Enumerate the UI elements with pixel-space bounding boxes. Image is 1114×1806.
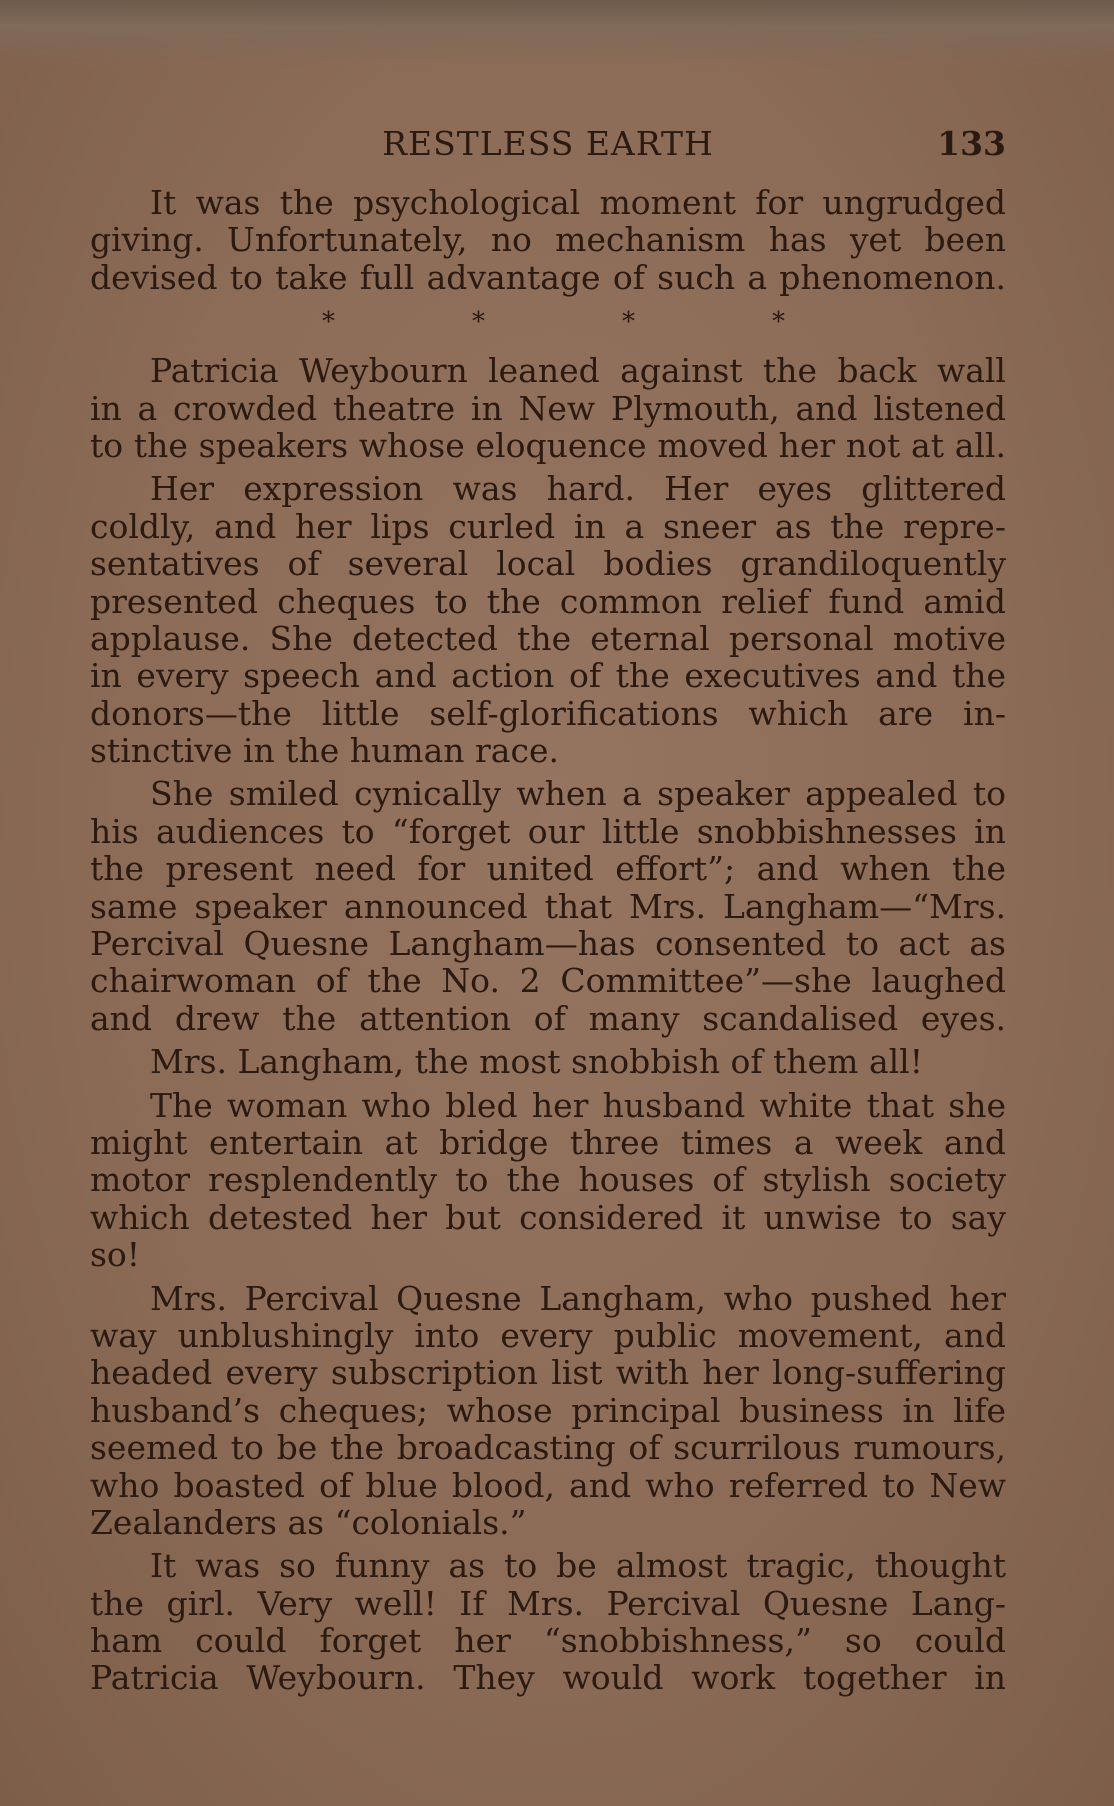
text-line: devised to take full advantage of such a phenomenon. [90, 257, 1006, 297]
page-number: 133 [937, 124, 1006, 163]
text-line: husband’s cheques; whose principal business in life [90, 1390, 1006, 1430]
text-line: the present need for united effort”; and when the [90, 849, 1006, 889]
text-line: who boasted of blue blood, and who referred to New [90, 1465, 1006, 1505]
text-line: same speaker announced that Mrs. Langham—“Mrs. [90, 886, 1006, 926]
text-line: seemed to be the broadcasting of scurrilous rumours, [90, 1428, 1006, 1468]
text-line: Patricia Weybourn. They would work together in [90, 1658, 1006, 1698]
text-line: his audiences to “forget our little snobbishnesses in [90, 811, 1006, 851]
text-line: presented cheques to the common relief fund amid [90, 581, 1006, 621]
asterisk: * [322, 307, 335, 338]
asterisk: * [472, 307, 485, 338]
text-line: It was so funny as to be almost tragic, thought [150, 1546, 1006, 1586]
text-line: Mrs. Percival Quesne Langham, who pushed her [150, 1278, 1006, 1318]
page-top-edge [0, 0, 1114, 70]
paragraph [90, 1547, 1006, 1697]
asterisk: * [772, 307, 785, 338]
text-line: It was the psychological moment for ungrudged [150, 183, 1006, 222]
paragraph [90, 184, 1006, 296]
text-line: in every speech and action of the executives and the [90, 656, 1006, 696]
text-line: Percival Quesne Langham—has consented to act as [90, 924, 1006, 964]
paragraph [90, 1087, 1006, 1274]
paragraph [90, 470, 1006, 769]
text-line: sentatives of several local bodies grandiloquently [90, 544, 1006, 584]
text-line: and drew the attention of many scandalised eyes. [90, 998, 1006, 1038]
text-line: She smiled cynically when a speaker appealed to [150, 774, 1006, 814]
paragraph [90, 775, 1006, 1037]
text-line: chairwoman of the No. 2 Committee”—she laughed [90, 961, 1006, 1001]
text-line: ham could forget her “snobbishness,” so could [90, 1621, 1006, 1661]
text-line: the girl. Very well! If Mrs. Percival Quesne Lang- [90, 1583, 1006, 1623]
paragraph [90, 352, 1006, 464]
running-title: RESTLESS EARTH [382, 124, 714, 163]
text-line: donors—the little self-glorifications which are in- [90, 693, 1006, 733]
text-line: coldly, and her lips curled in a sneer as the repre- [90, 506, 1006, 546]
text-line: applause. She detected the eternal personal motive [90, 618, 1006, 658]
paragraph [90, 1043, 1006, 1080]
text-line: might entertain at bridge three times a week and [90, 1122, 1006, 1162]
text-line: The woman who bled her husband white that she [150, 1085, 1006, 1125]
paragraph [90, 1280, 1006, 1542]
text-line: so! [90, 1235, 141, 1275]
text-line: to the speakers whose eloquence moved her not at all. [90, 425, 1006, 465]
asterisk: * [622, 307, 635, 338]
text-line: which detested her but considered it unwise to say [90, 1197, 1006, 1237]
text-line: Patricia Weybourn leaned against the back wall [150, 351, 1006, 391]
text-line: headed every subscription list with her long-suffering [90, 1353, 1006, 1393]
text-line: motor resplendently to the houses of stylish society [90, 1160, 1006, 1200]
section-break [90, 296, 1006, 352]
running-header [90, 124, 1006, 168]
text-line: way unblushingly into every public movement, and [90, 1315, 1006, 1355]
text-line: giving. Unfortunately, no mechanism has yet been [90, 220, 1006, 260]
text-line: Zealanders as “colonials.” [90, 1502, 527, 1542]
text-line: Her expression was hard. Her eyes glittered [150, 469, 1006, 509]
text-line: in a crowded theatre in New Plymouth, and listened [90, 388, 1006, 428]
body-text [90, 184, 1006, 1697]
text-line: Mrs. Langham, the most snobbish of them all! [150, 1042, 924, 1082]
text-line: stinctive in the human race. [90, 731, 559, 771]
